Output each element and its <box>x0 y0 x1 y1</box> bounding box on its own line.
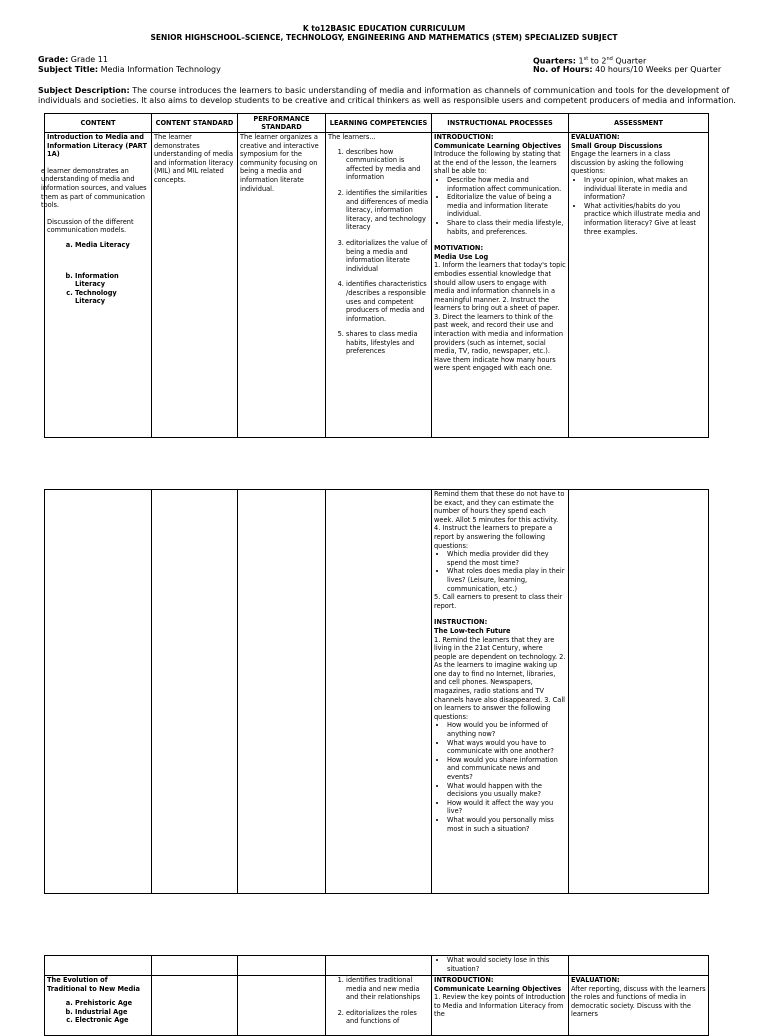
activity-text: 5. Call earners to present to class their report. <box>434 593 563 610</box>
intro-text: 1. Review the key points of Introduction to Media and Information Literacy from the <box>434 993 566 1019</box>
header-learning-competencies: LEARNING COMPETENCIES <box>326 114 432 133</box>
subject-line <box>38 64 221 75</box>
subject-label: Subject Title: <box>38 65 99 74</box>
content-item: b. Information Literacy <box>75 272 149 289</box>
header-assessment: ASSESSMENT <box>569 114 709 133</box>
assessment-cell <box>569 133 709 438</box>
intro-bullet: • Describe how media and information affect communication. <box>447 176 566 193</box>
content-standard-cell <box>152 956 238 976</box>
assessment-cell <box>569 956 709 976</box>
activity-bullet: • Which media provider did they spend the most time? <box>447 550 566 567</box>
evaluation-heading: EVALUATION: <box>571 133 620 141</box>
table-header-row <box>45 114 709 133</box>
table-row <box>45 133 709 438</box>
intro-text: Introduce the following by stating that at the end of the lesson, the learners shall be able to: <box>434 150 561 176</box>
table-row <box>45 956 709 976</box>
question-bullet: • How would you share information and communicate news and events? <box>447 756 566 782</box>
content-paragraph: Discussion of the different communication models. <box>47 217 134 235</box>
intro-bullet: • Share to class their media lifestyle, habits, and preferences. <box>447 219 566 236</box>
grade-value: Grade 11 <box>68 55 108 64</box>
content-item: a. Media Literacy <box>75 241 149 250</box>
instruction-heading: INSTRUCTION: <box>434 618 488 627</box>
table-row <box>45 976 709 1036</box>
assessment-cell <box>569 976 709 1036</box>
content-standard-cell <box>152 490 238 894</box>
instructional-cell <box>432 956 569 976</box>
document-title-line1: K to12BASIC EDUCATION CURRICULUM <box>302 24 466 33</box>
instruction-subheading: The Low-tech Future <box>434 626 511 635</box>
content-paragraph: e learner demonstrates an understanding of media and information sources, and values them as part of communication tools. <box>41 166 147 210</box>
question-bullet: • What would happen with the decisions you usually make? <box>447 782 566 799</box>
evaluation-heading: EVALUATION: <box>571 976 620 984</box>
performance-standard-cell <box>238 976 326 1036</box>
intro-subheading: Communicate Learning Objectives <box>434 141 562 150</box>
evaluation-text: After reporting, discuss with the learners the roles and functions of media in democratic society. Discuss with the learners <box>571 984 706 1019</box>
quarters-post: Quarter <box>612 56 647 66</box>
competencies-cell <box>326 490 432 894</box>
content-cell <box>41 133 152 438</box>
content-cell <box>45 976 152 1036</box>
question-bullet: • What would society lose in this situation? <box>447 956 566 973</box>
curriculum-table-1 <box>41 113 709 438</box>
hours-label: No. of Hours: <box>533 65 593 74</box>
competency-item: 5. shares to class media habits, lifestyles and preferences <box>346 330 429 356</box>
content-cell <box>45 490 152 894</box>
grade-label: Grade: <box>38 55 69 64</box>
content-standard-cell <box>152 976 238 1036</box>
competencies-cell <box>326 956 432 976</box>
content-title: The Evolution of Traditional to New Media <box>47 976 140 993</box>
assessment-cell <box>569 490 709 894</box>
content-item: c. Technology Literacy <box>75 289 149 306</box>
document-title-line2: SENIOR HIGHSCHOOL–SCIENCE, TECHNOLOGY, ENGINEERING AND MATHEMATICS (STEM) SPECIALIZED SUBJECT <box>150 33 618 42</box>
quarters-mid: to 2 <box>588 56 607 66</box>
table-row <box>45 490 709 894</box>
instructional-cell <box>432 133 569 438</box>
quarters-label: Quarters: <box>533 56 576 66</box>
hours-value: 40 hours/10 Weeks per Quarter <box>592 65 722 74</box>
question-bullet: • How would you be informed of anything now? <box>447 721 566 738</box>
competency-item: 1. describes how communication is affected by media and information <box>346 148 429 182</box>
intro-heading: INTRODUCTION: <box>434 976 494 984</box>
curriculum-table-2 <box>44 489 709 894</box>
content-standard-cell: The learner demonstrates understanding of media and information literacy (MIL) and MIL related concepts. <box>152 133 238 438</box>
evaluation-text: Engage the learners in a class discussion by asking the following questions: <box>571 150 684 176</box>
evaluation-subheading: Small Group Discussions <box>571 141 663 150</box>
question-bullet: • How would it affect the way you live? <box>447 799 566 816</box>
question-bullet: • What would you personally miss most in such a situation? <box>447 816 566 833</box>
intro-heading: INTRODUCTION: <box>434 133 494 141</box>
evaluation-bullet: • What activities/habits do you practice which illustrate media and information literacy? Give at least three examples. <box>584 202 706 236</box>
performance-standard-cell <box>238 956 326 976</box>
competencies-intro: The learners... <box>328 133 376 141</box>
activity-text: 4. Instruct the learners to prepare a report by answering the following questions: <box>434 524 553 550</box>
instruction-text: 1. Remind the learners that they are living in the 21at Century, where people are dependent on technology. 2. As the learners to imagine waking up one day to find no Internet, libraries, and cell phones. Newspapers, magazines, radio stations and TV channels have also disappeared. 3. Call on learners to answer the following questions: <box>434 635 566 721</box>
intro-bullet: • Editorialize the value of being a media and information literate individual. <box>447 193 566 219</box>
evaluation-bullet: • In your opinion, what makes an individual literate in media and information? <box>584 176 706 202</box>
content-item: b. Industrial Age <box>75 1008 149 1017</box>
activity-bullet: • What roles does media play in their lives? (Leisure, learning, communication, etc.) <box>447 567 566 593</box>
subject-value: Media Information Technology <box>98 65 221 74</box>
curriculum-table-3 <box>44 955 709 1036</box>
header-content: CONTENT <box>45 114 152 133</box>
content-item: c. Electronic Age <box>75 1016 149 1025</box>
content-item: a. Prehistoric Age <box>75 999 149 1008</box>
activity-text: Remind them that these do not have to be exact, and they can estimate the number of hours they spend each week. Allot 5 minutes for this activity. <box>434 490 565 524</box>
instructional-cell <box>432 490 569 894</box>
quarters-sup2: nd <box>606 56 613 62</box>
competency-item: 2. identifies the similarities and differences of media literacy, information literacy, and technology literacy <box>346 189 429 232</box>
motivation-text: 1. Inform the learners that today's topic embodies essential knowledge that should allow users to engage with media and information channels in a meaningful manner. 2. Instruct the learners to bring out a sheet of paper. 3. Direct the learners to think of the past week, and record their use and interaction with media and information providers (such as internet, social media, TV, radio, newspaper, etc.). Have them indicate how many hours were spent engaged with each one. <box>434 261 566 373</box>
instructional-cell <box>432 976 569 1036</box>
subject-description <box>38 86 738 106</box>
content-cell <box>45 956 152 976</box>
competency-item: 4. identifies characteristics /describes a responsible uses and competent producers of media and information. <box>346 280 429 323</box>
competency-item: 2. editorializes the roles and functions of <box>346 1009 429 1026</box>
header-performance-standard: PERFORMANCE STANDARD <box>238 114 326 133</box>
header-content-standard: CONTENT STANDARD <box>152 114 238 133</box>
hours-line <box>533 64 721 75</box>
competency-item: 1. identifies traditional media and new media and their relationships <box>346 976 429 1002</box>
competencies-cell <box>326 133 432 438</box>
description-text: The course introduces the learners to basic understanding of media and information as channels of communication and tools for the development of individuals and societies. It also aims to develop students to be creative and critical thinkers as well as responsible users and competent producers of media and information. <box>38 86 736 105</box>
quarters-sup1: st <box>583 56 589 62</box>
competency-item: 3. editorializes the value of being a media and information literate individual <box>346 239 429 273</box>
motivation-subheading: Media Use Log <box>434 252 489 261</box>
performance-standard-cell <box>238 490 326 894</box>
competencies-cell <box>326 976 432 1036</box>
question-bullet: • What ways would you have to communicate with one another? <box>447 739 566 756</box>
motivation-heading: MOTIVATION: <box>434 244 484 253</box>
quarters-pre: 1 <box>576 56 584 66</box>
description-label: Subject Description: <box>38 86 130 95</box>
header-instructional-processes: INSTRUCTIONAL PROCESSES <box>432 114 569 133</box>
intro-subheading: Communicate Learning Objectives <box>434 984 562 993</box>
content-title: Introduction to Media and Information Literacy (PART 1A) <box>47 133 147 159</box>
performance-standard-cell: The learner organizes a creative and interactive symposium for the community focusing on being a media and information literate individual. <box>238 133 326 438</box>
